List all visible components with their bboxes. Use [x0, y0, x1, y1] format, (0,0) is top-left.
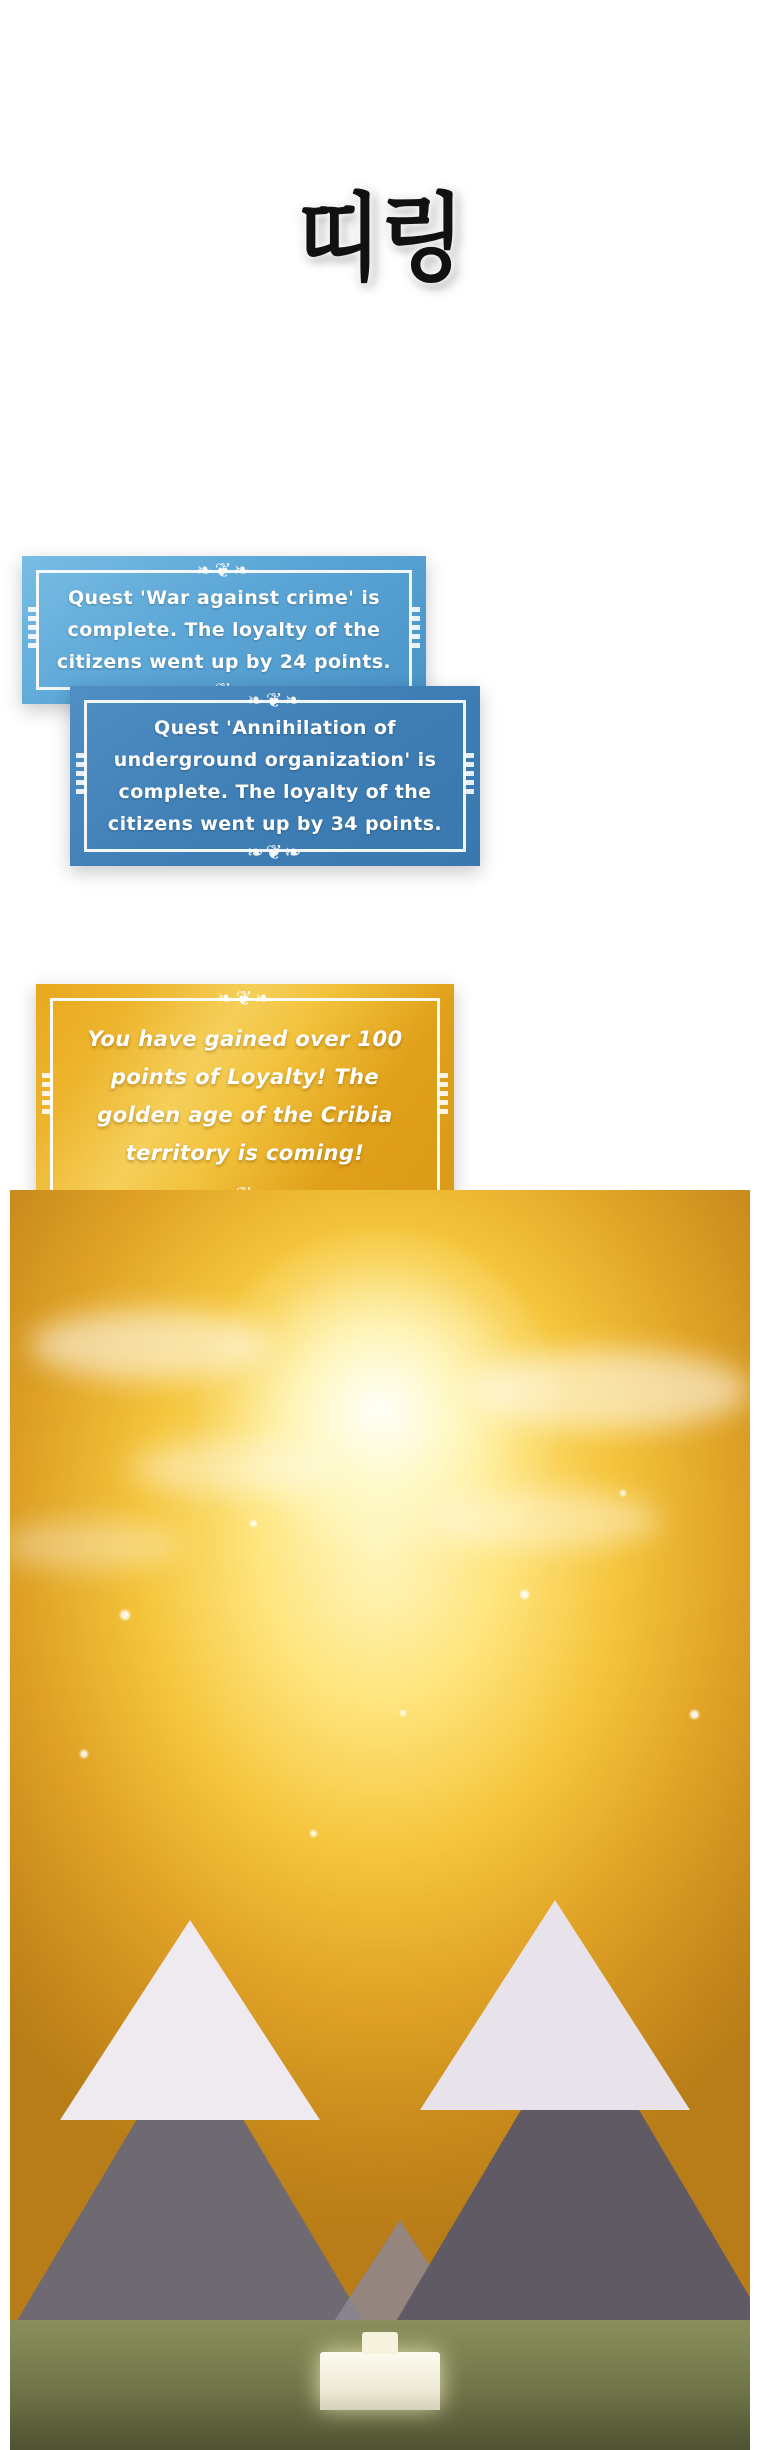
page-margin-right [750, 1190, 760, 2450]
frame-tick-right-icon [464, 753, 474, 799]
frame-tick-left-icon [76, 753, 86, 799]
ornament-bottom-icon: ❧❦❧ [246, 840, 304, 864]
mountain-right-snowcap [420, 1900, 690, 2110]
cloud [430, 1490, 660, 1550]
light-particle [620, 1490, 626, 1496]
frame-tick-left-icon [42, 1073, 52, 1119]
light-particle [310, 1830, 317, 1837]
mountain-left-snowcap [60, 1920, 320, 2120]
light-particle [400, 1710, 406, 1716]
light-particle [120, 1610, 130, 1620]
bottom-shadow [0, 2390, 760, 2450]
system-message-box-quest-1 [22, 556, 426, 704]
cloud [0, 1520, 180, 1570]
light-particle [80, 1750, 88, 1758]
system-message-text: Quest 'Annihilation of underground organization' is complete. The loyalty of the citizens went up by 34 points. [107, 717, 443, 835]
light-particle [520, 1590, 529, 1599]
ornament-top-icon: ❧❦❧ [246, 688, 304, 712]
cloud [130, 1440, 330, 1495]
system-message-box-quest-2 [70, 686, 480, 866]
frame-tick-left-icon [28, 607, 38, 653]
frame-tick-right-icon [438, 1073, 448, 1119]
ornament-top-icon: ❧❦❧ [216, 986, 274, 1010]
landscape-illustration [0, 1190, 760, 2450]
light-particle [250, 1520, 257, 1527]
cloud [30, 1310, 270, 1380]
system-message-text: You have gained over 100 points of Loyalty! The golden age of the Cribia territory is coming! [87, 1027, 403, 1165]
system-message-text: Quest 'War against crime' is complete. The loyalty of the citizens went up by 24 points. [56, 587, 392, 673]
system-message-box-reward [36, 984, 454, 1208]
ornament-top-icon: ❧❦❧ [195, 558, 253, 582]
sound-effect-text: 띠링 [296, 182, 464, 294]
cloud [470, 1350, 750, 1430]
frame-tick-right-icon [410, 607, 420, 653]
light-particle [690, 1710, 699, 1719]
page-margin-left [0, 1190, 10, 2450]
